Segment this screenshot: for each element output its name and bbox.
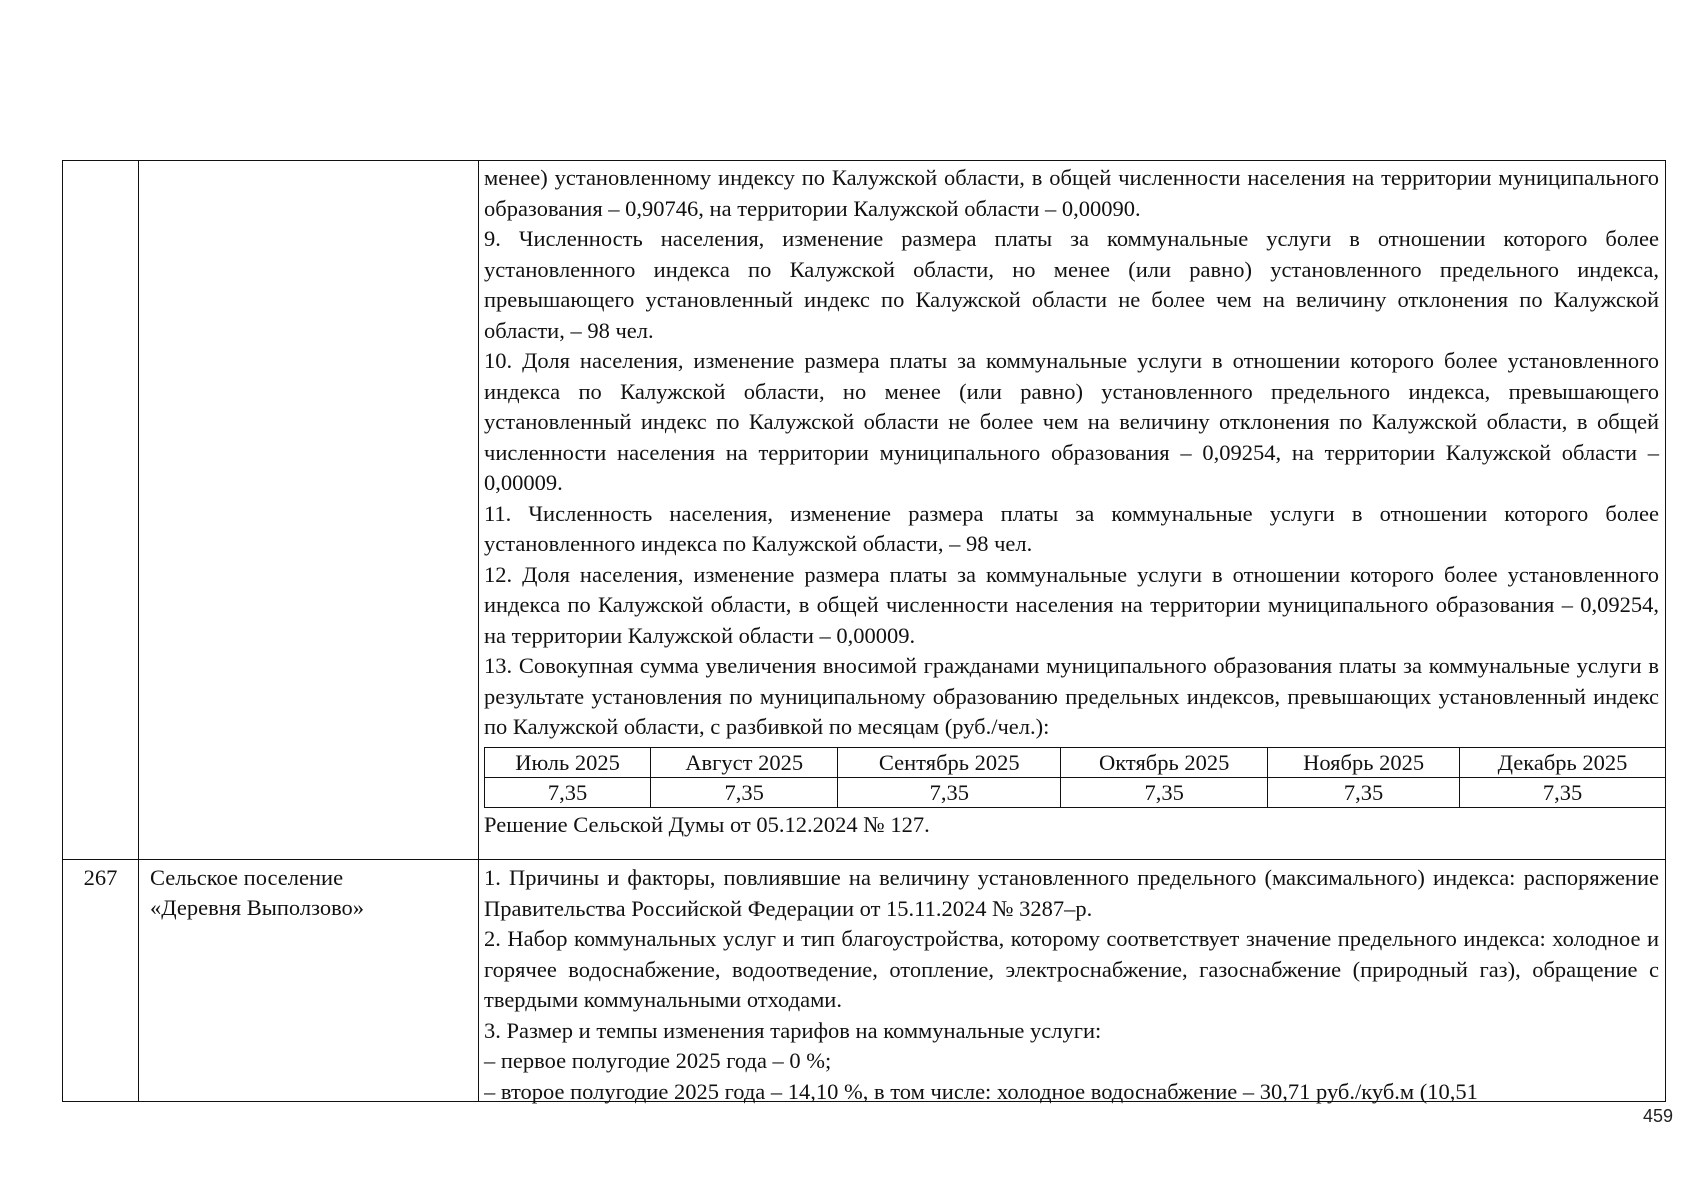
paragraph: – второе полугодие 2025 года – 14,10 %, в том числе: холодное водоснабжение – 30,71 руб./куб.м (10,51 — [484, 1078, 1478, 1104]
settlement-name-line: «Деревня Выползово» — [150, 895, 365, 920]
month-value: 7,35 — [1061, 777, 1268, 807]
paragraph: 1. Причины и факторы, повлиявшие на величину установленного предельного (максимального) индекса: распоряжение Правительства Российской Федерации от 15.11.2024 № 3287–р. — [484, 865, 1659, 921]
paragraph: менее) установленному индексу по Калужской области, в общей численности населения на территории муниципального образования – 0,90746, на территории Калужской области – 0,00090. — [484, 165, 1659, 221]
row-267-content — [478, 863, 1663, 1107]
paragraph: 9. Численность населения, изменение размера платы за коммунальные услуги в отношении которого более установленного индекса по Калужской области, но менее (или равно) установленного предельного индекса, превышающего установленный индекс по Калужской области не более чем на величину отклонения по Калужской области, – 98 чел. — [484, 226, 1659, 343]
month-header: Октябрь 2025 — [1061, 747, 1268, 777]
monthly-amounts-table — [484, 747, 1666, 808]
month-value: 7,35 — [1268, 777, 1460, 807]
column-divider — [138, 161, 139, 1101]
month-value: 7,35 — [651, 777, 838, 807]
table-row — [485, 777, 1666, 807]
month-header: Июль 2025 — [485, 747, 651, 777]
month-header: Август 2025 — [651, 747, 838, 777]
paragraph: 10. Доля населения, изменение размера платы за коммунальные услуги в отношении которого более установленного индекса по Калужской области, но менее (или равно) установленного предельного индекса, превышающего установленный индекс по Калужской области не более чем на величину отклонения по Калужской области, в общей численности населения на территории муниципального образования – 0,09254, на территории Калужской области – 0,00009. — [484, 348, 1659, 495]
settlement-name — [138, 863, 478, 923]
settlement-name-line: Сельское поселение — [150, 865, 344, 890]
paragraph: 3. Размер и темпы изменения тарифов на коммунальные услуги: — [484, 1017, 1102, 1043]
paragraph: 2. Набор коммунальных услуг и тип благоустройства, которому соответствует значение предельного индекса: холодное и горячее водоснабжение, водоотведение, отопление, электроснабжение, газоснабжение (природный газ), обращение с твердыми коммунальными отходами. — [484, 926, 1659, 1012]
month-value: 7,35 — [485, 777, 651, 807]
month-value: 7,35 — [838, 777, 1061, 807]
paragraph: 13. Совокупная сумма увеличения вносимой гражданами муниципального образования платы за коммунальные услуги в результате установления по муниципальному образованию предельных индексов, превышающих установленный индекс по Калужской области, с разбивкой по месяцам (руб./чел.): — [484, 653, 1659, 739]
paragraph: 11. Численность населения, изменение размера платы за коммунальные услуги в отношении которого более установленного индекса по Калужской области, – 98 чел. — [484, 500, 1659, 556]
continued-row-content — [478, 163, 1663, 840]
paragraph: – первое полугодие 2025 года – 0 %; — [484, 1048, 832, 1073]
table-header-row — [485, 747, 1666, 777]
month-value: 7,35 — [1460, 777, 1666, 807]
paragraph: 12. Доля населения, изменение размера платы за коммунальные услуги в отношении которого более установленного индекса по Калужской области, в общей численности населения на территории муниципального образования – 0,09254, на территории Калужской области – 0,00009. — [484, 561, 1659, 648]
decision-reference: Решение Сельской Думы от 05.12.2024 № 127. — [484, 811, 930, 837]
month-header: Декабрь 2025 — [1460, 747, 1666, 777]
month-header: Сентябрь 2025 — [838, 747, 1061, 777]
month-header: Ноябрь 2025 — [1268, 747, 1460, 777]
document-table — [62, 160, 1666, 1102]
row-divider — [63, 859, 1665, 860]
page-number: 459 — [1642, 1106, 1673, 1126]
row-number: 267 — [83, 865, 118, 890]
